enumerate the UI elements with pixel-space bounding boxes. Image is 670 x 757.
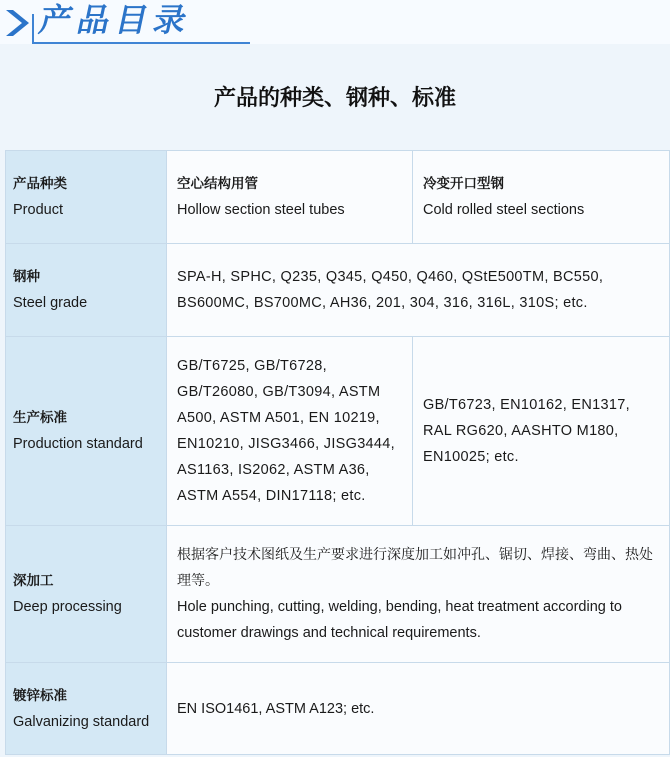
cell-galvanizing: EN ISO1461, ASTM A123; etc. bbox=[167, 663, 670, 755]
cell-hollow-tubes bbox=[167, 151, 413, 244]
row-label bbox=[6, 151, 167, 244]
cell-zh: 空心结构用管 bbox=[177, 176, 258, 192]
table-row-product bbox=[6, 151, 670, 244]
row-label-zh: 生产标准 bbox=[13, 410, 67, 426]
row-label bbox=[6, 526, 167, 663]
cell-section-standards: GB/T6723, EN10162, EN1317, RAL RG620, AASHTO M180, EN10025; etc. bbox=[413, 337, 670, 526]
catalog-title: 产品目录 bbox=[35, 1, 197, 39]
cell-en: Hole punching, cutting, welding, bending, heat treatment according to customer drawings and technical requirements. bbox=[177, 599, 622, 641]
row-label-zh: 镀锌标准 bbox=[13, 687, 67, 704]
cell-en: Cold rolled steel sections bbox=[423, 202, 585, 218]
cell-cold-rolled bbox=[413, 151, 670, 244]
row-label-en: Production standard bbox=[13, 436, 143, 452]
table-row-deep bbox=[6, 526, 670, 663]
row-label bbox=[6, 244, 167, 337]
row-label-zh: 钢种 bbox=[13, 269, 40, 285]
cell-en: Hollow section steel tubes bbox=[177, 202, 345, 218]
cell-steel-grades: SPA-H, SPHC, Q235, Q345, Q450, Q460, QStE500TM, BC550, BS600MC, BS700MC, AH36, 201, 304, 316, 316L, 310S; etc. bbox=[167, 244, 670, 337]
cell-zh: 根据客户技术图纸及生产要求进行深度加工如冲孔、锯切、焊接、弯曲、热处理等。 bbox=[177, 547, 653, 589]
header-divider bbox=[32, 14, 34, 44]
row-label-en: Product bbox=[13, 202, 63, 218]
row-label-zh: 深加工 bbox=[13, 573, 54, 589]
page-title: 产品的种类、钢种、标准 bbox=[213, 86, 456, 111]
row-label-en: Steel grade bbox=[13, 295, 88, 311]
cell-deep-processing bbox=[167, 526, 670, 663]
row-label-en: Deep processing bbox=[13, 599, 122, 615]
cell-zh: 冷变开口型钢 bbox=[423, 176, 504, 192]
header-underline bbox=[32, 42, 250, 44]
table-row-standard bbox=[6, 337, 670, 526]
cell-tube-standards: GB/T6725, GB/T6728, GB/T26080, GB/T3094, ASTM A500, ASTM A501, EN 10219, EN10210, JISG3466, JISG3444, AS1163, IS2062, ASTM A36, ASTM A554, DIN17118; etc. bbox=[167, 337, 413, 526]
table-row-galv bbox=[6, 663, 670, 755]
table-row-grade bbox=[6, 244, 670, 337]
product-spec-table bbox=[5, 150, 670, 755]
row-label bbox=[6, 337, 167, 526]
row-label bbox=[6, 663, 167, 755]
row-label-zh: 产品种类 bbox=[13, 176, 67, 192]
row-label-en: Galvanizing standard bbox=[13, 713, 150, 730]
catalog-header bbox=[0, 0, 670, 44]
